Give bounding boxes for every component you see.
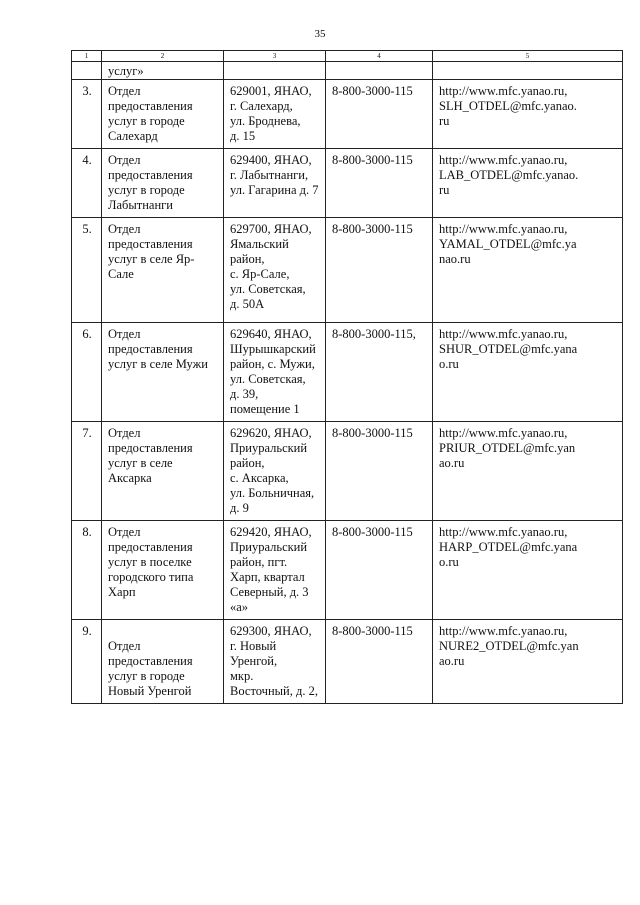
office-name-cell: Отдел предоставления услуг в поселке городского типа Харп: [102, 521, 224, 620]
column-number: 4: [326, 51, 433, 62]
website-email-cell: http://www.mfc.yanao.ru, PRIUR_OTDEL@mfc.yan ao.ru: [433, 422, 623, 521]
column-number: 2: [102, 51, 224, 62]
table-row: [72, 620, 623, 704]
website-email-cell: http://www.mfc.yanao.ru, SLH_OTDEL@mfc.yanao. ru: [433, 80, 623, 149]
office-name-cell: Отдел предоставления услуг в городе Салехард: [102, 80, 224, 149]
table-row: [72, 149, 623, 218]
row-number-cell: [72, 62, 102, 80]
website-email-cell: http://www.mfc.yanao.ru, YAMAL_OTDEL@mfc.ya nao.ru: [433, 218, 623, 323]
phone-cell: 8-800-3000-115,: [326, 323, 433, 422]
phone-cell: 8-800-3000-115: [326, 620, 433, 704]
row-number-cell: 4.: [72, 149, 102, 218]
table-row: [72, 80, 623, 149]
column-number: 1: [72, 51, 102, 62]
phone-cell: 8-800-3000-115: [326, 422, 433, 521]
row-number-cell: 9.: [72, 620, 102, 704]
row-number-cell: 8.: [72, 521, 102, 620]
table-row: [72, 422, 623, 521]
table-row: [72, 521, 623, 620]
row-number-cell: 6.: [72, 323, 102, 422]
website-email-cell: http://www.mfc.yanao.ru, HARP_OTDEL@mfc.yana o.ru: [433, 521, 623, 620]
column-number-row: [72, 51, 623, 62]
table-row: [72, 218, 623, 323]
office-name-cell: Отдел предоставления услуг в городе Лабытнанги: [102, 149, 224, 218]
address-cell: 629700, ЯНАО, Ямальский район, с. Яр-Сале, ул. Советская, д. 50А: [224, 218, 326, 323]
row-number-cell: 3.: [72, 80, 102, 149]
address-cell: 629620, ЯНАО, Приуральский район, с. Аксарка, ул. Больничная, д. 9: [224, 422, 326, 521]
phone-cell: 8-800-3000-115: [326, 80, 433, 149]
website-email-cell: [433, 62, 623, 80]
office-name-cell: Отдел предоставления услуг в городе Новый Уренгой: [102, 620, 224, 704]
office-name-cell: Отдел предоставления услуг в селе Аксарка: [102, 422, 224, 521]
phone-cell: 8-800-3000-115: [326, 521, 433, 620]
row-number-cell: 5.: [72, 218, 102, 323]
address-cell: 629001, ЯНАО, г. Салехард, ул. Броднева, д. 15: [224, 80, 326, 149]
address-cell: 629420, ЯНАО, Приуральский район, пгт. Харп, квартал Северный, д. 3 «а»: [224, 521, 326, 620]
office-name-cell: услуг»: [102, 62, 224, 80]
page-number: 35: [314, 28, 326, 40]
address-cell: 629640, ЯНАО, Шурышкарский район, с. Мужи, ул. Советская, д. 39, помещение 1: [224, 323, 326, 422]
phone-cell: 8-800-3000-115: [326, 149, 433, 218]
row-number-cell: 7.: [72, 422, 102, 521]
column-number: 5: [433, 51, 623, 62]
website-email-cell: http://www.mfc.yanao.ru, LAB_OTDEL@mfc.yanao. ru: [433, 149, 623, 218]
office-name-cell: Отдел предоставления услуг в селе Яр- Сале: [102, 218, 224, 323]
table-row: [72, 323, 623, 422]
address-cell: [224, 62, 326, 80]
branch-table: [71, 50, 623, 704]
website-email-cell: http://www.mfc.yanao.ru, NURE2_OTDEL@mfc.yan ao.ru: [433, 620, 623, 704]
address-cell: 629300, ЯНАО, г. Новый Уренгой, мкр. Восточный, д. 2,: [224, 620, 326, 704]
continuation-row: [72, 62, 623, 80]
website-email-cell: http://www.mfc.yanao.ru, SHUR_OTDEL@mfc.yana o.ru: [433, 323, 623, 422]
address-cell: 629400, ЯНАО, г. Лабытнанги, ул. Гагарина д. 7: [224, 149, 326, 218]
office-name-cell: Отдел предоставления услуг в селе Мужи: [102, 323, 224, 422]
column-number: 3: [224, 51, 326, 62]
phone-cell: 8-800-3000-115: [326, 218, 433, 323]
phone-cell: [326, 62, 433, 80]
